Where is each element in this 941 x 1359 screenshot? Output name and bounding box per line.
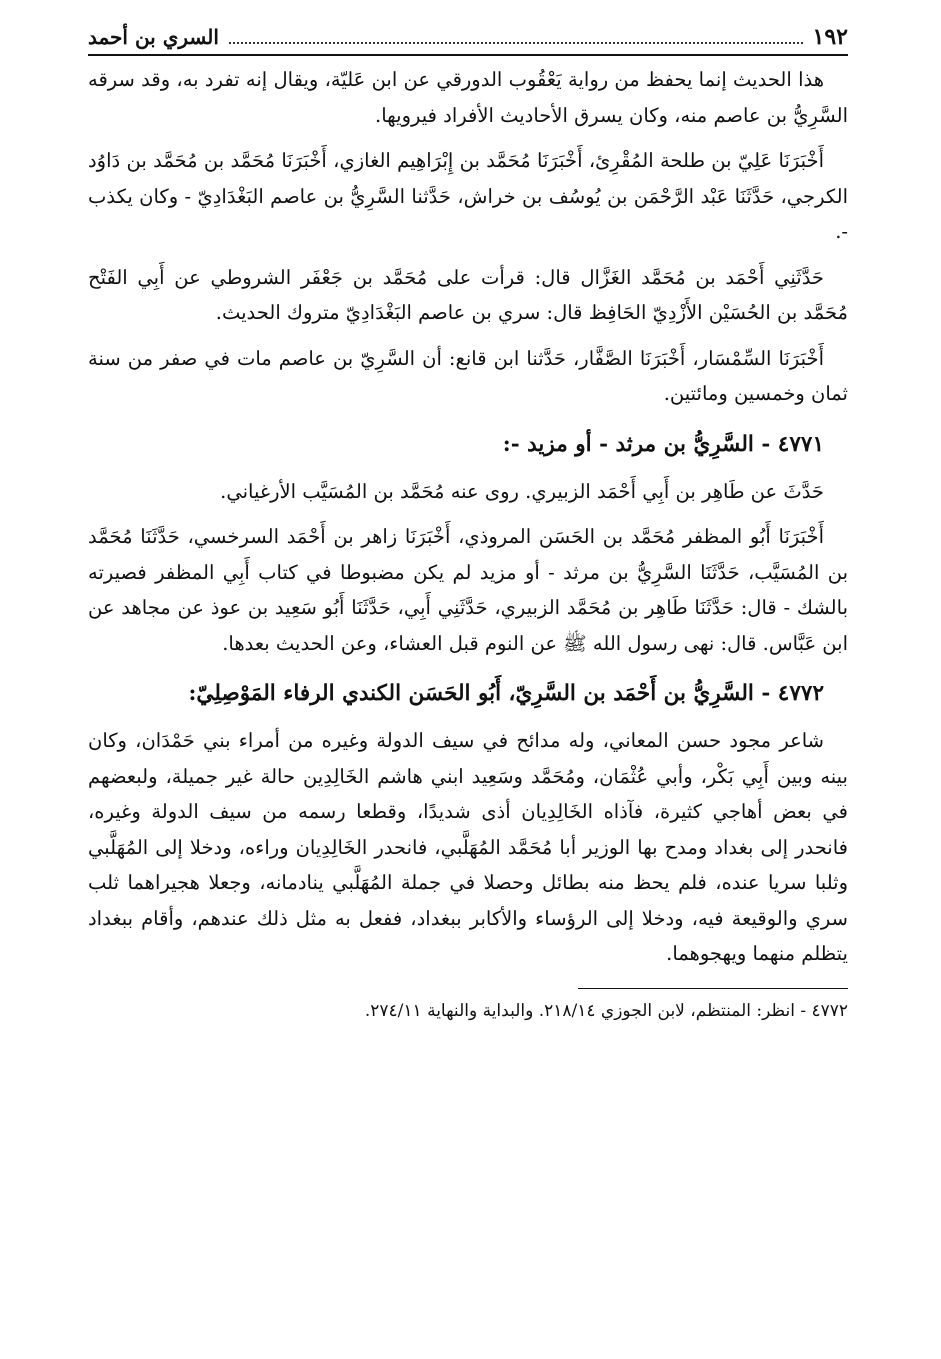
footnote-separator bbox=[578, 988, 848, 989]
paragraph: أَخْبَرَنَا أَبُو المظفر مُحَمَّد بن الحَسَن المروذي، أَخْبَرَنَا زاهر بن أَحْمَد السرخسي، حَدَّثَنَا مُحَمَّد بن المُسَيَّب، حَدَّثَنَا السَّرِيُّ بن مرثد - أو مزيد لم يكن مضبوطا في كتاب أَبِي المظفر فصيرته بالشك - قال: حَدَّثَنَا طَاهِر بن مُحَمَّد الزبيري، حَدَّثَنِي أَبِي، حَدَّثَنَا أَبُو سَعِيد بن عوذ عن مجاهد عن ابن عَبَّاس. قال: نهى رسول الله ﷺ عن النوم قبل العشاء، وعن الحديث بعدها. bbox=[88, 525, 848, 655]
paragraph: أَخْبَرَنَا السِّمْسَار، أَخْبَرَنَا الصَّفَّار، حَدَّثنا ابن قانع: أن السَّرِيّ بن عاصم مات في صفر من سنة ثمان وخمسين ومائتين. bbox=[88, 346, 848, 405]
paragraph: شاعر مجود حسن المعاني، وله مدائح في سيف الدولة وغيره من أمراء بني حَمْدَان، وكان بينه وبين أَبِي بَكْر، وأبي عُثْمَان، ومُحَمَّد وسَعِيد ابني هاشم الخَالِدِين حالة غير جميلة، ولبعضهم في بعض أهاجي كثيرة، فآذاه الخَالِدِيان أذى شديدًا، وقطعا رسمه من سيف الدولة وغيره، فانحدر إلى بغداد ومدح بها الوزير أبا مُحَمَّد المُهَلَّبي، فانحدر الخَالِدِيان وراءه، ودخلا إلى المُهَلَّبي وثلبا سريا عنده، فلم يحظ منه بطائل وحصلا في جملة المُهَلَّبي ينادمانه، وجعلا هجيراهما ثلب سري والوقيعة فيه، ودخلا إلى الرؤساء والأكابر ببغداد، ففعل به مثل ذلك عندهم، وأقام ببغداد يتظلم منهما ويهجوهما. bbox=[88, 729, 848, 965]
header-dot-leader bbox=[229, 42, 803, 44]
book-page bbox=[88, 22, 848, 1025]
running-header bbox=[88, 22, 848, 56]
paragraph: أَخْبَرَنَا عَلِيّ بن طلحة المُقْرِئ، أَخْبَرَنَا مُحَمَّد بن إِبْرَاهِيم الغازي، أَخْبَرَنَا مُحَمَّد بن مُحَمَّد بن دَاوُد الكرجي، حَدَّثَنَا عَبْد الرَّحْمَن بن يُوسُف بن خراش، حَدَّثنا السَّرِيُّ بن عاصم البَغْدَادِيّ - وكان يكذب -. bbox=[88, 149, 848, 243]
running-title: السري بن أحمد bbox=[88, 25, 219, 49]
entry-heading-4772: ٤٧٧٢ - السَّرِيُّ بن أَحْمَد بن السَّرِيّ، أَبُو الحَسَن الكندي الرفاء المَوْصِلِيّ: bbox=[188, 681, 824, 706]
footnote-separator-wrap bbox=[88, 982, 848, 997]
main-text bbox=[88, 62, 848, 972]
paragraph: حَدَّثَنِي أَحْمَد بن مُحَمَّد الغَزَّال قال: قرأت على مُحَمَّد بن جَعْفَر الشروطي عن أَبِي الفَتْح مُحَمَّد بن الحُسَيْن الأَزْدِيّ الحَافِظ قال: سري بن عاصم البَغْدَادِيّ متروك الحديث. bbox=[88, 265, 848, 324]
page-number: ١٩٢ bbox=[812, 24, 848, 50]
paragraph: حَدَّثَ عن طَاهِر بن أَبِي أَحْمَد الزبيري. روى عنه مُحَمَّد بن المُسَيَّب الأرغياني. bbox=[220, 479, 824, 503]
paragraph: هذا الحديث إنما يحفظ من رواية يَعْقُوب الدورقي عن ابن عَليّة، ويقال إنه تفرد به، وقد سرقه السَّرِيُّ بن عاصم منه، وكان يسرق الأحاديث الأفراد فيرويها. bbox=[88, 68, 848, 127]
entry-heading-4771: ٤٧٧١ - السَّرِيُّ بن مرثد - أو مزيد -: bbox=[502, 431, 824, 457]
footnote: ٤٧٧٢ - انظر: المنتظم، لابن الجوزي ٢١٨/١٤. والبداية والنهاية ٢٧٤/١١. bbox=[364, 1000, 848, 1021]
